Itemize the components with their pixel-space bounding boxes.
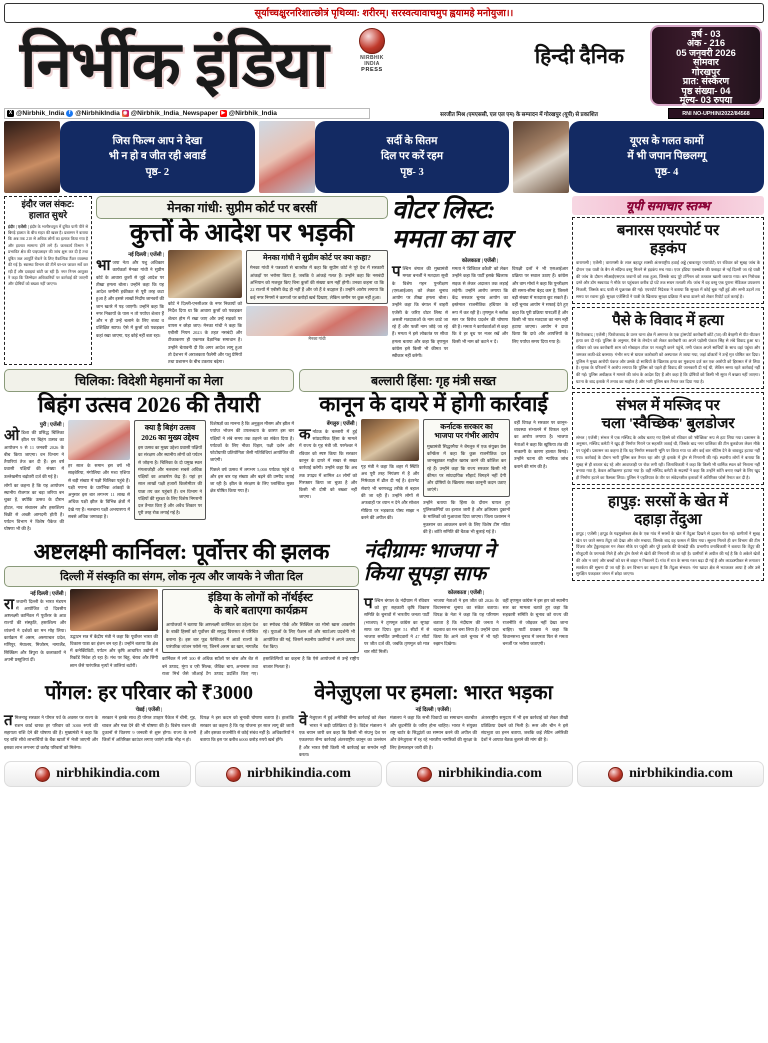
masthead-logo — [354, 28, 390, 73]
teaser-strip — [4, 121, 764, 193]
indore-brief-box — [4, 196, 92, 365]
hapur-headline-2: दहाड़ा तेंदुआ — [634, 511, 702, 528]
footer-seal-icon — [417, 767, 432, 782]
ashtalakshmi-body-2: उद्घाटन सत्र में केंद्रीय मंत्री ने कहा कि पूर्वोत्तर भारत की विकास यात्रा का इंजन बन रहा है। उन्होंने बताया कि क्षेत्र में कनेक्टिविटी, पर्यटन और कृषि आधारित उद्योगों में रिकॉर्ड निवेश हो रहा है। मंच पर बिहू, चेराव और सिंगी छाम जैसे पारंपरिक नृत्यों ने तालियां बटोरीं। — [70, 633, 158, 668]
ballari-body-4: वहीं विपक्ष ने सरकार पर कानून-व्यवस्था संभालने में विफल रहने का आरोप लगाया है। भाजपा नेताओं ने कहा कि खुफिया तंत्र की नाकामी के कारण हालात बिगड़े। उन्होंने घटना की न्यायिक जांच कराने की मांग की है। — [514, 419, 568, 469]
sidebar-banner: यूपी समाचार स्तम्भ — [572, 196, 764, 215]
teaser-line2: में भी जपान पिछलग्गू — [627, 150, 706, 162]
footer-url[interactable]: nirbhikindia.com — [247, 766, 351, 782]
teaser-text — [569, 121, 764, 193]
nandigram-body-3: वहीं तृणमूल कांग्रेस ने इस हार को स्थानीय स्तर का मामला बताते हुए कहा कि सहकारी समिति के चुनाव को राज्य की राजनीति से जोड़कर नहीं देखा जाना चाहिए। पार्टी प्रवक्ता ने कहा कि विधानसभा चुनाव में जनता फिर से ममता बनर्जी पर भरोसा जताएगी। — [502, 597, 568, 647]
footer-bar — [4, 761, 764, 787]
bihang-inset-box — [134, 420, 206, 520]
press-seal-icon — [359, 28, 385, 54]
ashtalakshmi-kicker: दिल्ली में संस्कृति का संगम, लोक नृत्य और जायके ने जीता दिल — [4, 566, 359, 587]
nandigram-story[interactable] — [364, 539, 568, 677]
teaser-text — [315, 121, 510, 193]
voter-body-1: पश्चिम बंगाल की मुख्यमंत्री ममता बनर्जी ने मतदाता सूची के विशेष गहन पुनरीक्षण (एसआईआर) को लेकर चुनाव आयोग पर तीखा हमला बोला। उन्होंने कहा कि बंगाल में बाहरी एजेंसी के जरिए वोटर लिस्ट से असली मतदाताओं के नाम काटे जा रहे हैं और फर्जी नाम जोड़े जा रहे हैं। ममता ने इसे लोकतंत्र पर सीधा हमला बताया और कहा कि तृणमूल कांग्रेस इसे किसी भी कीमत पर स्वीकार नहीं करेगी। — [392, 264, 448, 359]
bihang-byline: पुरी | एजेंसी | — [39, 422, 64, 429]
social-handles — [4, 108, 370, 119]
ashtalakshmi-byline: नई दिल्ली | एजेंसी | — [30, 590, 66, 597]
footer-seal-icon — [226, 767, 241, 782]
ballari-headline: कानून के दायरे में होगी कार्रवाई — [319, 392, 548, 417]
hapur-leopard-story[interactable] — [572, 488, 764, 581]
nandigram-byline: कोलकाता | एजेंसी | — [447, 589, 485, 596]
footer-website-card[interactable] — [4, 761, 191, 787]
bihang-utsav-story[interactable] — [4, 369, 294, 535]
ashtalakshmi-story[interactable] — [4, 539, 359, 677]
info-pages: पृष्ठ संख्या- 04 — [681, 85, 731, 96]
hindi-daily-label: हिन्दी दैनिक — [534, 44, 624, 68]
ashtalakshmi-headline: अष्टलक्ष्मी कार्निवल: पूर्वोत्तर की झलक — [33, 539, 330, 565]
x-handle[interactable]: @Nirbhik_India — [16, 110, 65, 117]
venezuela-story[interactable] — [299, 681, 568, 758]
info-city: गोरखपुर — [691, 66, 721, 77]
banaras-headline-1: बनारस एयरपोर्ट पर — [616, 223, 720, 239]
murder-headline: पैसे के विवाद में हत्या — [612, 312, 724, 329]
footer-seal-icon — [35, 767, 50, 782]
voter-body-2: ममता ने 'डिजिटल डकैती' को लेकर उन्होंने कहा कि पार्टी इसके खिलाफ सड़क से लेकर अदालत तक लड़ाई लड़ेगी। उन्होंने आरोप लगाया कि केंद्र सरकार चुनाव आयोग का इस्तेमाल राजनीतिक हथियार के रूप में कर रही है। तृणमूल ने ब्लॉक स्तर पर विरोध प्रदर्शन की घोषणा की है। ममता ने कार्यकर्ताओं से कहा कि वे हर बूथ पर नजर रखें और किसी भी नाम को कटने न दें। — [452, 266, 508, 344]
ashtalakshmi-body-1: राजधानी दिल्ली के भारत मंडपम में आयोजित दो दिवसीय अष्टलक्ष्मी कार्निवल में पूर्वोत्तर के आठ राज्यों की संस्कृति, हस्तशिल्प और व्यंजनों ने दर्शकों का मन मोह लिया। कार्यक्रम में असम, अरुणाचल प्रदेश, मणिपुर, मेघालय, मिजोरम, नागालैंड, सिक्किम और त्रिपुरा के कलाकारों ने अपनी प्रस्तुतियां दीं। — [4, 596, 66, 662]
lead-story-right[interactable] — [392, 196, 568, 365]
pongal-headline: पोंगल: हर परिवार को ₹3000 — [44, 682, 253, 705]
pongal-byline: चेन्नई | एजेंसी | — [135, 707, 163, 714]
teaser-line2: दिल पर करें रहम — [380, 150, 444, 162]
murder-body: फिरोजाबाद | एजेंसी | फिरोजाबाद के उत्तर थाना क्षेत्र में अमानत के एक ट्रांसपोर्ट कारोबारी छोटे (50) की बेरहमी से पीट-पीटकर हत्या कर दी गई। पुलिस के अनुसार, पैसे के लेनदेन को लेकर कारोबारी का अपने पड़ोसी पंकज सिंह से लंबे विवाद हुआ था। रविवार को जब कारोबारी शाम को मोबाइल टॉवर पर मजदूरी करने पहुंचे, तभी पंकज अपने साथियों के साथ वहां पहुंचा और जमकर लाठी-डंडे बरसाए। गंभीर रूप से घायल कारोबारी को अस्पताल ले जाया गया, जहां डॉक्टरों ने उन्हें मृत घोषित कर दिया। पुलिस ने मुख्य आरोपी पंकज और उसके दो साथियों के खिलाफ हत्या का मुकदमा दर्ज कर एक आरोपी को हिरासत में ले लिया है। मृतक के परिजनों ने आरोप लगाया कि पुलिस को पहले ही विवाद की जानकारी दी गई थी, लेकिन समय रहते कार्रवाई नहीं की गई। पुलिस अधीक्षक ने मामले की जांच के आदेश दिए हैं और कहा है कि दोषियों को किसी भी सूरत में बख्शा नहीं जाएगा। घटना के बाद इलाके में तनाव का माहौल है और भारी पुलिस बल तैनात कर दिया गया है। — [576, 331, 760, 384]
brief-title-line1: इंदौर जल संकट: — [21, 199, 75, 209]
nandigram-body-2: भाजपा नेताओं ने इस जीत को 2026 के विधानसभा चुनाव का संकेत बताया। विपक्ष के नेता ने कहा कि यह परिणाम बताता है कि नंदीग्राम की जनता ने बदलाव का मन बना लिया है। उन्होंने दावा किया कि आने वाले चुनाव में भी यही रुझान दिखेगा। — [433, 597, 499, 647]
lead-left-headline: कुत्तों के आदेश पर भड़की — [129, 220, 355, 247]
ashtalakshmi-body-3: कार्निवल में लगे 300 से अधिक स्टॉलों पर बांस और बेंत से बने उत्पाद, मूंगा व एरी सिल्क, जैविक चाय, अनानास तथा राजा मिर्च जैसे जीआई टैग उत्पाद प्रदर्शित किए गए। हस्तशिल्पियों का कहना है कि ऐसे आयोजनों से उन्हें राष्ट्रीय बाजार मिलता है। — [162, 656, 359, 676]
sambhal-story[interactable] — [572, 392, 764, 485]
press-label: PRESS — [361, 67, 383, 73]
photo-caption: मेनका गांधी — [308, 335, 326, 341]
instagram-icon[interactable]: ◉ — [123, 110, 128, 116]
inset-body: मेनका गांधी ने पत्रकारों से बातचीत में कहा कि सुप्रीम कोर्ट ने पूरे देश में सरकारी आंकड़ों पर भरोसा किया है, जबकि वे आंकड़े गलत हैं। उन्होंने कहा कि नसबंदी अभियान को मजबूत किए बिना कुत्तों की संख्या कम नहीं होगी। उनका कहना था कि 22 राज्यों में एबीसी केंद्र ही नहीं हैं और जो हैं वे बदहाल हैं। उन्होंने आरोप लगाया कि कई नगर निगमों ने कागजों पर करोड़ों खर्च दिखाए, लेकिन जमीन पर कुछ नहीं हुआ। — [250, 265, 384, 300]
bihang-body-2: हर साल के समान इस वर्ष भी साइबेरिया, मंगोलिया और मध्य एशिया से बड़ी संख्या में पक्षी चिलिका पहुंचे हैं। पक्षी गणना के प्रारंभिक आंकड़ों के अनुसार इस बार लगभग 11 लाख से अधिक पक्षी झील के विभिन्न क्षेत्रों में देखे गए हैं। नलबाना पक्षी अभयारण्य में सबसे अधिक जमावड़ा है। — [68, 463, 130, 519]
nandigram-headline-2: किया सूपड़ा साफ — [364, 563, 487, 586]
teaser-photo — [513, 121, 569, 193]
facebook-icon[interactable]: f — [66, 110, 73, 117]
maneka-inset-box — [246, 250, 388, 304]
ballari-body-3: उन्होंने बताया कि हिंसा के दौरान घायल हुए पुलिसकर्मियों का इलाज जारी है और क्षतिग्रस्त दुकानों के मालिकों को मुआवजा दिया जाएगा। जिला प्रशासन ने नुकसान का आकलन करने के लिए विशेष टीम गठित की है। शांति समिति की बैठक भी बुलाई गई है। — [423, 499, 510, 534]
ballari-body-1: कर्नाटक के बल्लारी में हुई सांप्रदायिक हिंसा के मामले में राज्य के गृह मंत्री जी. परमेश्वर ने रविवार को स्पष्ट किया कि सरकार कानून के दायरे में सख्त से सख्त कार्रवाई करेगी। उन्होंने कहा कि अब तक उपद्रव में शामिल 48 लोगों को गिरफ्तार किया जा चुका है और किसी भी दोषी को बख्शा नहीं जाएगा। — [299, 426, 357, 500]
ballari-body-2: गृह मंत्री ने कहा कि शहर में स्थिति अब पूरी तरह नियंत्रण में है और निषेधाज्ञा में ढील दी गई है। इंटरनेट सेवाएं भी चरणबद्ध तरीके से बहाल की जा रही हैं। उन्होंने लोगों से अफवाहों पर ध्यान न देने और सोशल मीडिया पर भड़काऊ पोस्ट साझा न करने की अपील की। — [361, 463, 419, 520]
venezuela-body-1: वेनेजुएला में हुई अमेरिकी सैन्य कार्रवाई को लेकर भारत ने कड़ी प्रतिक्रिया दी है। विदेश मंत्रालय ने एक बयान जारी कर कहा कि किसी भी संप्रभु देश पर एकतरफा सैन्य कार्रवाई अंतरराष्ट्रीय कानून का उल्लंघन है और भारत ऐसी किसी भी कार्रवाई का समर्थन नहीं करता। — [299, 713, 386, 757]
x-icon[interactable]: X — [8, 110, 13, 116]
teaser-text — [60, 121, 255, 193]
venezuela-byline: नई दिल्ली | एजेंसी | — [415, 707, 452, 714]
footer-url[interactable]: nirbhikindia.com — [438, 766, 542, 782]
teaser-item[interactable] — [4, 121, 255, 193]
main-column — [4, 196, 568, 758]
karnataka-inset-body: मुख्यमंत्री सिद्धरमैया ने बेंगलुरु में एक संयुक्त प्रेस कॉन्फ्रेंस में कहा कि कुछ राजनीतिक दल जानबूझकर माहौल खराब करने की कोशिश कर रहे हैं। उन्होंने कहा कि राज्य सरकार किसी भी कीमत पर सांप्रदायिक सौहार्द बिगड़ने नहीं देगी और दोषियों के खिलाफ सख्त कानूनी कदम उठाए जाएंगे। — [427, 443, 506, 493]
info-year: वर्ष - 03 — [691, 29, 721, 39]
info-price: मूल्य- 03 रुपया — [679, 95, 733, 106]
nandigram-headline-1: नंदीग्रामः भाजपा ने — [364, 540, 496, 563]
teaser-photo — [4, 121, 60, 193]
bihang-body-3: विशेषज्ञों का मानना है कि अनुकूल मौसम और झील में पर्याप्त भोजन की उपलब्धता के कारण इस बार पक्षियों ने लंबे समय तक ठहरने का संकेत दिया है। पर्यटकों के लिए नौका विहार, पक्षी दर्शन और फोटोग्राफी प्रतियोगिता जैसी गतिविधियां आयोजित की जाएंगी। — [210, 421, 294, 463]
ballari-byline: बेंगलुरु | एजेंसी | — [326, 420, 357, 427]
banaras-body: वाराणसी | एजेंसी | वाराणसी के लाल बहादुर शास्त्री अंतरराष्ट्रीय हवाई अड्डे (बाबतपुर एयरपोर्ट) पर रविवार को सुबह जांच के दौरान एक यात्री के बैग से संदिग्ध वस्तु मिलने से हड़कंप मच गया। एयर इंडिया एक्सप्रेस की फ्लाइट से नई दिल्ली जा रहे यात्री की जांच के दौरान सीआईएसएफ जवानों को शक हुआ, जिसके बाद पूरे टर्मिनल को तत्काल खाली कराया गया। बम निरोधक दस्ते और डॉग स्क्वायड ने मौके पर पहुंचकर करीब दो घंटे तक सघन तलाशी ली। जांच में वह वस्तु एक पुराना मेडिकल उपकरण निकली, जिसके बाद यात्री से पूछताछ की गई। एयरपोर्ट निदेशक ने बताया कि सुरक्षा में कोई चूक नहीं हुई और सभी उड़ानें तय समय पर रवाना हुईं। सुरक्षा एजेंसियों ने यात्री के खिलाफ सुरक्षा प्रक्रिया में बाधा डालने को लेकर रिपोर्ट दर्ज कराई है। — [576, 260, 760, 299]
footer-website-card[interactable] — [386, 761, 573, 787]
venezuela-body-3: अंतरराष्ट्रीय समुदाय में भी इस कार्रवाई को लेकर तीखी प्रतिक्रिया देखने को मिली है। रूस और चीन ने इसे संप्रभुता का हनन बताया, जबकि कई लैटिन अमेरिकी देशों ने आपात बैठक बुलाने की मांग की है। — [481, 715, 568, 743]
venezuela-headline: वेनेज़ुएला पर हमला: भारत भड़का — [314, 682, 553, 705]
banaras-headline-2: हड़कंप — [649, 241, 687, 257]
venezuela-body-2: मंत्रालय ने कहा कि सभी विवादों का समाधान बातचीत और कूटनीति के जरिए होना चाहिए। भारत ने संयुक्त राष्ट्र चार्टर के सिद्धांतों का सम्मान करने की अपील की और वेनेजुएला में रह रहे भारतीय नागरिकों की सुरक्षा के लिए हेल्पलाइन जारी की है। — [390, 715, 477, 750]
social-bar — [4, 108, 764, 119]
voter-byline: कोलकाता | एजेंसी | — [461, 258, 499, 264]
bihang-kicker: चिलिका: विदेशी मेहमानों का मेला — [4, 369, 294, 392]
bihang-headline: बिहंग उत्सव 2026 की तैयारी — [37, 392, 261, 418]
info-date: 05 जनवरी 2026 — [676, 47, 736, 58]
northeast-inset-body: आयोजकों ने बताया कि अष्टलक्ष्मी कार्निवल का उद्देश्य देश के बाकी हिस्सों को पूर्वोत्तर की समृद्ध विरासत से परिचित कराना है। इस बार फूड फेस्टिवल में आठों राज्यों के पारंपरिक व्यंजन परोसे गए, जिनमें असम का खार, नागालैंड का स्मोक्ड पोर्क और सिक्किम का मोमो खास आकर्षण रहे। युवाओं के लिए फैशन शो और स्टार्टअप प्रदर्शनी भी आयोजित की गई, जिसमें स्थानीय उद्यमियों ने अपने उत्पाद पेश किए। — [166, 622, 355, 649]
info-edition: प्रात: संस्करण — [682, 76, 730, 87]
logo-label: NIRBHIK INDIA — [360, 55, 384, 67]
lead-left-byline: नई दिल्ली | एजेंसी | — [128, 252, 164, 258]
northeast-inset-title-1: इंडिया के लोगों को नॉर्थईस्ट — [208, 591, 313, 604]
pongal-body-1: तमिलनाडु सरकार ने पोंगल पर्व के अवसर पर राज्य के राशन कार्ड धारक हर परिवार को 3000 रुपये की सहायता राशि देने की घोषणा की है। मुख्यमंत्री ने कहा कि यह राशि सीधे लाभार्थियों के बैंक खातों में भेजी जाएगी और इसका लाभ लगभग दो करोड़ परिवारों को मिलेगा। — [4, 713, 98, 750]
teaser-line1: जिस फिल्म आप ने देखा — [112, 135, 203, 147]
karnataka-inset-box — [423, 419, 510, 497]
teaser-line1: यूएस के गलत कामों — [629, 135, 704, 147]
voter-headline-line1: वोटर लिस्ट: — [392, 197, 496, 224]
bihang-inset-title-2: 2026 का मुख्य उद्देश्य — [141, 432, 199, 442]
maneka-gandhi-photo — [246, 306, 388, 336]
sambhal-body: संभल | एजेंसी | संभल में एक मस्जिद के अवैध बताए गए हिस्से को रविवार को 'स्वैच्छिक' रूप से हटा लिया गया। प्रशासन के अनुसार, मस्जिद कमेटी ने खुद ही निर्माण गिराने पर सहमति जताई थी, जिसके बाद नगर पालिका की टीम बुलडोजर लेकर मौके पर पहुंची। प्रशासन का कहना है कि यह निर्माण सरकारी भूमि पर किया गया था और कई बार नोटिस देने के बावजूद हटाया नहीं गया। कार्रवाई के दौरान भारी पुलिस बल तैनात रहा और पूरे इलाके में ड्रोन से निगरानी की गई। स्थानीय लोगों ने बताया कि सुबह से ही बाजार बंद रहे और आवाजाही पर रोक लगी रही। जिलाधिकारी ने कहा कि किसी भी धार्मिक स्थल को निशाना नहीं बनाया गया है, केवल अतिक्रमण हटाया गया है। वहीं मस्जिद कमेटी के सदस्यों ने कहा कि उन्होंने शांति बनाए रखने के लिए खुद ही निर्माण हटाने का फैसला लिया। पुलिस ने एहतियात के तौर पर संवेदनशील इलाकों में अतिरिक्त फोर्स तैनात कर दी है। — [576, 434, 760, 480]
teaser-photo — [259, 121, 315, 193]
teaser-item[interactable] — [259, 121, 510, 193]
northeast-inset-box — [162, 589, 359, 654]
youtube-handle[interactable]: @Nirbhik_India — [228, 110, 277, 117]
sanskrit-shloka-bar: सूर्याच्चक्षुरनरिशात्छोत्रं पृथिव्या: शरीरम्। सरस्वत्यावाचमुप ह्वयामहे मनोयुजा।। — [4, 3, 764, 23]
bihang-inset-body: इस उत्सव का मुख्य उद्देश्य प्रवासी पक्षियों का संरक्षण और स्थानीय लोगों को पर्यटन से जोड़ना है। चिलिका के दो प्रमुख स्थल मंगलाजोड़ी और नलबाना सबसे अधिक पक्षियों का आकर्षण केंद्र हैं। यहां हर साल लाखों पक्षी हजारों किलोमीटर की यात्रा तय कर पहुंचते हैं। वन विभाग ने पक्षियों की सुरक्षा के लिए विशेष निगरानी दल तैनात किए हैं और अवैध शिकार पर पूरी तरह रोक लगाई गई है। — [138, 444, 202, 516]
youtube-icon[interactable]: ▶ — [221, 110, 226, 116]
teaser-item[interactable] — [513, 121, 764, 193]
pongal-body-2: सरकार ने इसके साथ ही पोंगल उपहार पैकेज में चीनी, गुड़, चावल और गन्ना देने की भी घोषणा की है। विशेष राशन की दुकानों से वितरण 9 जनवरी से शुरू होगा। राज्य के सभी जिलों में अतिरिक्त काउंटर लगाए जाएंगे ताकि भीड़ न हो। — [102, 715, 196, 743]
hapur-body: हापुड़ | एजेंसी | हापुड़ के गढ़मुक्तेश्वर क्षेत्र के एक गांव में सरसों के खेत में तेंदुआ दिखने से दहशत फैल गई। ग्रामीणों ने सुबह खेत पर जाते समय तेंदुए को देखा और शोर मचाया, जिसके बाद वह फसल में छिप गया। सूचना मिलते ही वन विभाग की टीम पिंजरा और ट्रेंकुलाइजर गन लेकर मौके पर पहुंची और पूरे इलाके की घेराबंदी की। प्रभागीय वनाधिकारी ने बताया कि तेंदुए की मौजूदगी के पगमार्क मिले हैं और ड्रोन कैमरे से खेतों की निगरानी की जा रही है। ग्रामीणों से अपील की गई है कि वे अकेले खेतों की ओर न जाएं और बच्चों को घर से बाहर न निकलने दें। गांव में रात के समय गश्त बढ़ा दी गई है और लाउडस्पीकर से लगातार सतर्कता की सूचना दी जा रही है। वन विभाग का कहना है कि तेंदुआ संभवत: गंगा खादर क्षेत्र से भटककर आया है और उसे सुरक्षित पकड़कर जंगल में छोड़ा जाएगा। — [576, 530, 760, 577]
footer-website-card[interactable] — [195, 761, 382, 787]
rni-number: RNI NO-UPHIN/2022/84568 — [668, 108, 764, 119]
sambhal-headline-2: चला 'स्वैच्छिक' बुलडोजर — [601, 415, 735, 432]
hapur-headline-1: हापुड़: सरसों के खेत में — [607, 493, 728, 510]
footer-website-card[interactable] — [577, 761, 764, 787]
ballari-kicker: बल्लारी हिंसा: गृह मंत्री सख्त — [299, 369, 568, 392]
bihang-inset-title-1: क्या है बिहंग उत्सव — [144, 423, 196, 433]
pongal-story[interactable] — [4, 681, 294, 758]
teaser-line1: सर्दी के सितम — [386, 135, 438, 147]
pongal-body-3: विपक्ष ने इस कदम को चुनावी घोषणा बताया है। हालांकि सरकार का कहना है कि यह योजना हर साल लागू की जाती है और इसका राजनीति से कोई संबंध नहीं है। अधिकारियों ने बताया कि इस पर करीब 6000 करोड़ रुपये खर्च होंगे। — [200, 715, 294, 743]
ballari-story[interactable] — [299, 369, 568, 535]
murder-story[interactable] — [572, 307, 764, 389]
brief-title-line2: हालात सुधरे — [28, 210, 68, 221]
supreme-court-photo — [168, 250, 242, 298]
home-minister-photo — [361, 419, 419, 461]
teaser-page: पृष्ठ- 3 — [400, 167, 424, 179]
masthead — [4, 24, 764, 107]
sambhal-headline-1: संभल में मस्जिद पर — [616, 397, 720, 414]
lead-story-left[interactable] — [96, 196, 388, 365]
chilika-birds-photo — [68, 420, 130, 460]
up-news-sidebar — [572, 196, 764, 758]
northeast-inset-title-2: के बारे बताएगा कार्यक्रम — [213, 605, 308, 618]
teaser-page: पृष्ठ- 2 — [145, 167, 170, 179]
publisher-line: सरजीत मिश्र (एमएससी, एल एल एम) के सम्पादन में गोरखपुर (यूपी) से प्रकाशित — [440, 111, 598, 118]
inset-title: मेनका गांधी ने सुप्रीम कोर्ट पर क्या कहा? — [262, 253, 371, 262]
lead-left-body-1: भाजपा नेता और पशु अधिकार कार्यकर्ता मेनका गांधी ने सुप्रीम कोर्ट के आवारा कुत्तों से जुड़े आदेश पर तीखा हमला बोला। उन्होंने कहा कि यह आदेश जमीनी हकीकत से पूरी तरह कटा हुआ है और इससे लाखों निर्दोष जानवरों की जान खतरे में पड़ जाएगी। उन्होंने कहा कि नगर निकायों के पास न तो पर्याप्त शेल्टर हैं और न ही उन्हें चलाने के लिए बजट व प्रशिक्षित स्टाफ। ऐसे में कुत्तों को पकड़कर कहां रखा जाएगा, यह कोई नहीं बता रहा। — [96, 258, 164, 338]
lead-left-body-2: कोर्ट ने दिल्ली-एनसीआर के नगर निकायों को निर्देश दिया था कि आवारा कुत्तों को पकड़कर शेल्टर होम में रखा जाए और उन्हें सड़कों पर वापस न छोड़ा जाए। मेनका गांधी ने कहा कि एबीसी नियम 2023 के तहत नसबंदी और टीकाकरण ही एकमात्र वैज्ञानिक समाधान है। उन्होंने चेतावनी दी कि अगर आदेश लागू हुआ तो देशभर में अराजकता फैलेगी और पशु प्रेमियों तथा प्रशासन के बीच टकराव बढ़ेगा। — [168, 301, 242, 365]
main-content — [4, 196, 764, 758]
facebook-handle[interactable]: @NirbhikIndia — [75, 110, 120, 117]
page-title: निर्भीक इंडिया — [20, 29, 328, 101]
masthead-info-panel — [650, 25, 762, 106]
masthead-left — [4, 24, 650, 107]
bihang-body-4: लोगों का कहना है कि यह आयोजन स्थानीय रोजगार का बड़ा जरिया बन चुका है, क्योंकि उत्सव के दौरान होटल, नाव संचालन और हस्तशिल्प बिक्री से अच्छी आमदनी होती है। पर्यटन विभाग ने विशेष पैकेज की घोषणा भी की है। — [4, 482, 64, 532]
bihang-body-5: पिछले वर्ष उत्सव में लगभग 5,000 पर्यटक पहुंचे थे और इस बार यह संख्या और बढ़ने की उम्मीद जताई जा रही है। झील के संरक्षण के लिए प्लास्टिक मुक्त क्षेत्र घोषित किया गया है। — [210, 466, 294, 494]
voter-headline-line2: ममता का वार — [392, 226, 512, 253]
nandigram-body-1: पश्चिम बंगाल के नंदीग्राम में रविवार को हुए सहकारी कृषि विकास समिति के चुनावों में भारतीय जनता पार्टी (भाजपा) ने तृणमूल कांग्रेस का सूपड़ा साफ कर दिया। कुल 51 सीटों में से भाजपा समर्थित उम्मीदवारों ने 47 सीटों पर जीत दर्ज की, जबकि तृणमूल को मात्र चार सीटें मिलीं। — [364, 595, 430, 654]
karnataka-inset-title-2: भाजपा पर गंभीर आरोप — [434, 431, 499, 441]
lead-left-kicker: मेनका गांधी: सुप्रीम कोर्ट पर बरसीं — [96, 196, 388, 219]
footer-url[interactable]: nirbhikindia.com — [629, 766, 733, 782]
carnival-photo — [70, 589, 158, 631]
teaser-line2: भी न हो व जीत रही अवार्ड — [108, 150, 206, 162]
karnataka-inset-title-1: कर्नाटक सरकार का — [440, 421, 493, 431]
instagram-handle[interactable]: @Nirbhik_India_Newspaper — [130, 110, 218, 117]
footer-seal-icon — [608, 767, 623, 782]
info-issue: अंक - 216 — [686, 38, 726, 49]
teaser-page: पृष्ठ- 4 — [654, 167, 679, 179]
footer-url[interactable]: nirbhikindia.com — [56, 766, 160, 782]
brief-body: इंदौर | एजेंसी | इंदौर के भागीरथपुरा में दूषित पानी पीने से बिगड़े हालात के बीच राहत की खबर है। प्रशासन ने बताया कि अब तक 210 से अधिक लोगों का इलाज किया गया है और हालात सामान्य होने लगे हैं। जलकार्य विभाग ने प्रभावित क्षेत्र की पाइपलाइन की जांच शुरू कर दी है तथा दूषित जल आपूर्ति रोकने के लिए वैकल्पिक टैंकर व्यवस्था की गई है। स्वास्थ्य विभाग की टीमें घर-घर जाकर सर्वे कर रही हैं और दवाइयां बांटी जा रही हैं। नगर निगम आयुक्त ने कहा कि जिम्मेदार अधिकारियों पर कार्रवाई की जाएगी और दोषियों को बख्शा नहीं जाएगा। — [8, 224, 88, 287]
bihang-body-1: ओडिशा की प्रसिद्ध चिलिका झील पर बिहंग उत्सव का आयोजन 9 से 11 जनवरी 2026 के बीच किया जाएगा। वन विभाग ने तैयारियां तेज कर दी हैं। इस वर्ष प्रवासी पक्षियों की संख्या में उल्लेखनीय बढ़ोतरी दर्ज की गई है। — [4, 428, 64, 479]
info-day: सोमवार — [693, 57, 719, 68]
banaras-airport-story[interactable] — [572, 217, 764, 304]
voter-body-3: विपक्षी दलों ने भी एसआईआर प्रक्रिया पर सवाल उठाए हैं। कांग्रेस और वाम मोर्चा ने कहा कि पुनरीक्षण की समय-सीमा बेहद कम है, जिससे बड़ी संख्या में मतदाता छूट सकते हैं। वहीं चुनाव आयोग ने सफाई देते हुए कहा कि पूरी प्रक्रिया पारदर्शी है और किसी भी पात्र मतदाता का नाम नहीं हटाया जाएगा। आयोग ने दावा किया कि दावे और आपत्तियों के लिए पर्याप्त समय दिया गया है। — [512, 266, 568, 344]
